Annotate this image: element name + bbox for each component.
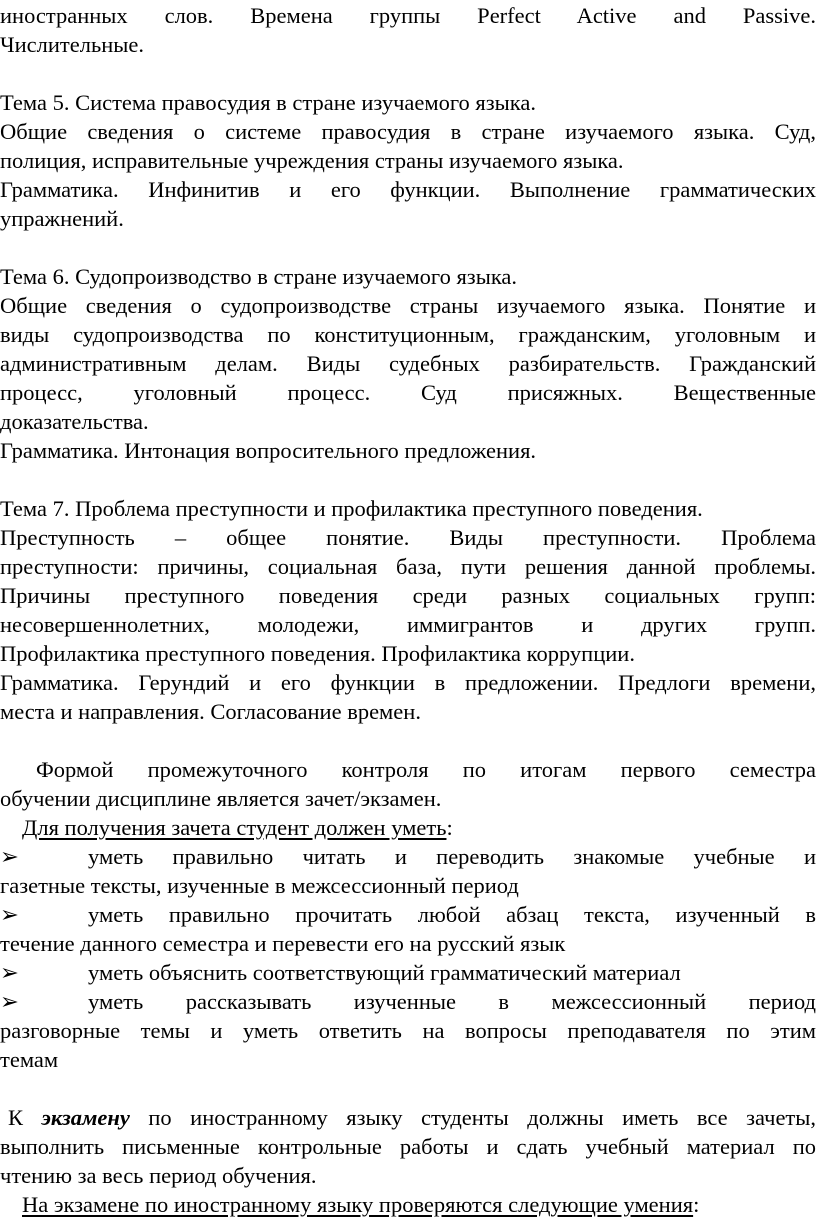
- text-line: административным делам. Виды судебных разбирательств. Гражданский: [0, 351, 816, 376]
- exam-prefix: К: [8, 1105, 42, 1130]
- exam-line: [0, 1102, 816, 1134]
- text-line: Грамматика. Инфинитив и его функции. Выполнение грамматических: [0, 177, 816, 202]
- text-line: течение данного семестра и перевести его на русский язык: [0, 931, 566, 956]
- text-line: чтению за весь период обучения.: [0, 1163, 317, 1188]
- exam-rest: по иностранному языку студенты должны иметь все зачеты,: [129, 1105, 816, 1130]
- arrow-bullet-icon: ➢: [0, 989, 19, 1014]
- text-line: Профилактика преступного поведения. Профилактика коррупции.: [0, 641, 635, 666]
- bullet-item-4: [0, 986, 816, 1018]
- text-line: иностранных слов. Времена группы Perfect Active and Passive.: [0, 3, 816, 28]
- text-line: Формой промежуточного контроля по итогам первого семестра: [36, 757, 816, 782]
- text-line: виды судопроизводства по конституционным, гражданским, уголовным и: [0, 322, 816, 347]
- text-line: несовершеннолетних, молодежи, иммигрантов и других групп.: [0, 612, 816, 637]
- exam-heading-colon: :: [693, 1192, 700, 1217]
- text-line: разговорные темы и уметь ответить на вопросы преподавателя по этим: [0, 1018, 816, 1043]
- text-line: Числительные.: [0, 32, 144, 57]
- section-title-6: Тема 6. Судопроизводство в стране изучаемого языка.: [0, 264, 518, 289]
- text-line: процесс, уголовный процесс. Суд присяжных. Вещественные: [0, 380, 816, 405]
- bullet-text: уметь правильно читать и переводить знакомые учебные и: [88, 844, 816, 869]
- text-line: Преступность – общее понятие. Виды преступности. Проблема: [0, 525, 816, 550]
- exam-heading: [0, 1189, 816, 1221]
- text-line: Грамматика. Интонация вопросительного предложения.: [0, 438, 537, 463]
- bullet-text: уметь правильно прочитать любой абзац текста, изученный в: [88, 902, 816, 927]
- arrow-bullet-icon: ➢: [0, 844, 19, 869]
- text-line: темам: [0, 1047, 59, 1072]
- text-line: Общие сведения о системе правосудия в стране изучаемого языка. Суд,: [0, 119, 816, 144]
- zachet-heading-colon: :: [446, 815, 453, 840]
- text-line: полиция, исправительные учреждения страны изучаемого языка.: [0, 148, 624, 173]
- text-line: газетные тексты, изученные в межсессионный период: [0, 873, 519, 898]
- text-line: Грамматика. Герундий и его функции в предложении. Предлоги времени,: [0, 670, 816, 695]
- zachet-heading-text: Для получения зачета студент должен уметь: [22, 815, 447, 840]
- section-title-5: Тема 5. Система правосудия в стране изучаемого языка.: [0, 90, 536, 115]
- bullet-text: уметь рассказывать изученные в межсессионный период: [88, 989, 816, 1014]
- text-line: преступности: причины, социальная база, пути решения данной проблемы.: [0, 554, 816, 579]
- text-line: Причины преступного поведения среди разных социальных групп:: [0, 583, 816, 608]
- arrow-bullet-icon: ➢: [0, 960, 19, 985]
- exam-emphasis: экзамену: [41, 1105, 130, 1130]
- bullet-text: уметь объяснить соответствующий грамматический материал: [88, 960, 681, 985]
- section-title-7: Тема 7. Проблема преступности и профилактика преступного поведения.: [0, 496, 703, 521]
- text-line: упражнений.: [0, 206, 124, 231]
- bullet-item-1: [0, 841, 816, 873]
- arrow-bullet-icon: ➢: [0, 902, 19, 927]
- bullet-item-3: [0, 957, 816, 989]
- text-line: обучении дисциплине является зачет/экзамен.: [0, 786, 442, 811]
- text-line: доказательства.: [0, 409, 149, 434]
- zachet-heading: [0, 812, 816, 844]
- text-line: Общие сведения о судопроизводстве страны изучаемого языка. Понятие и: [0, 293, 816, 318]
- bullet-item-2: [0, 899, 816, 931]
- text-line: места и направления. Согласование времен.: [0, 699, 421, 724]
- exam-heading-text: На экзамене по иностранному языку проверяются следующие умения: [22, 1192, 694, 1217]
- text-line: выполнить письменные контрольные работы и сдать учебный материал по: [0, 1134, 816, 1159]
